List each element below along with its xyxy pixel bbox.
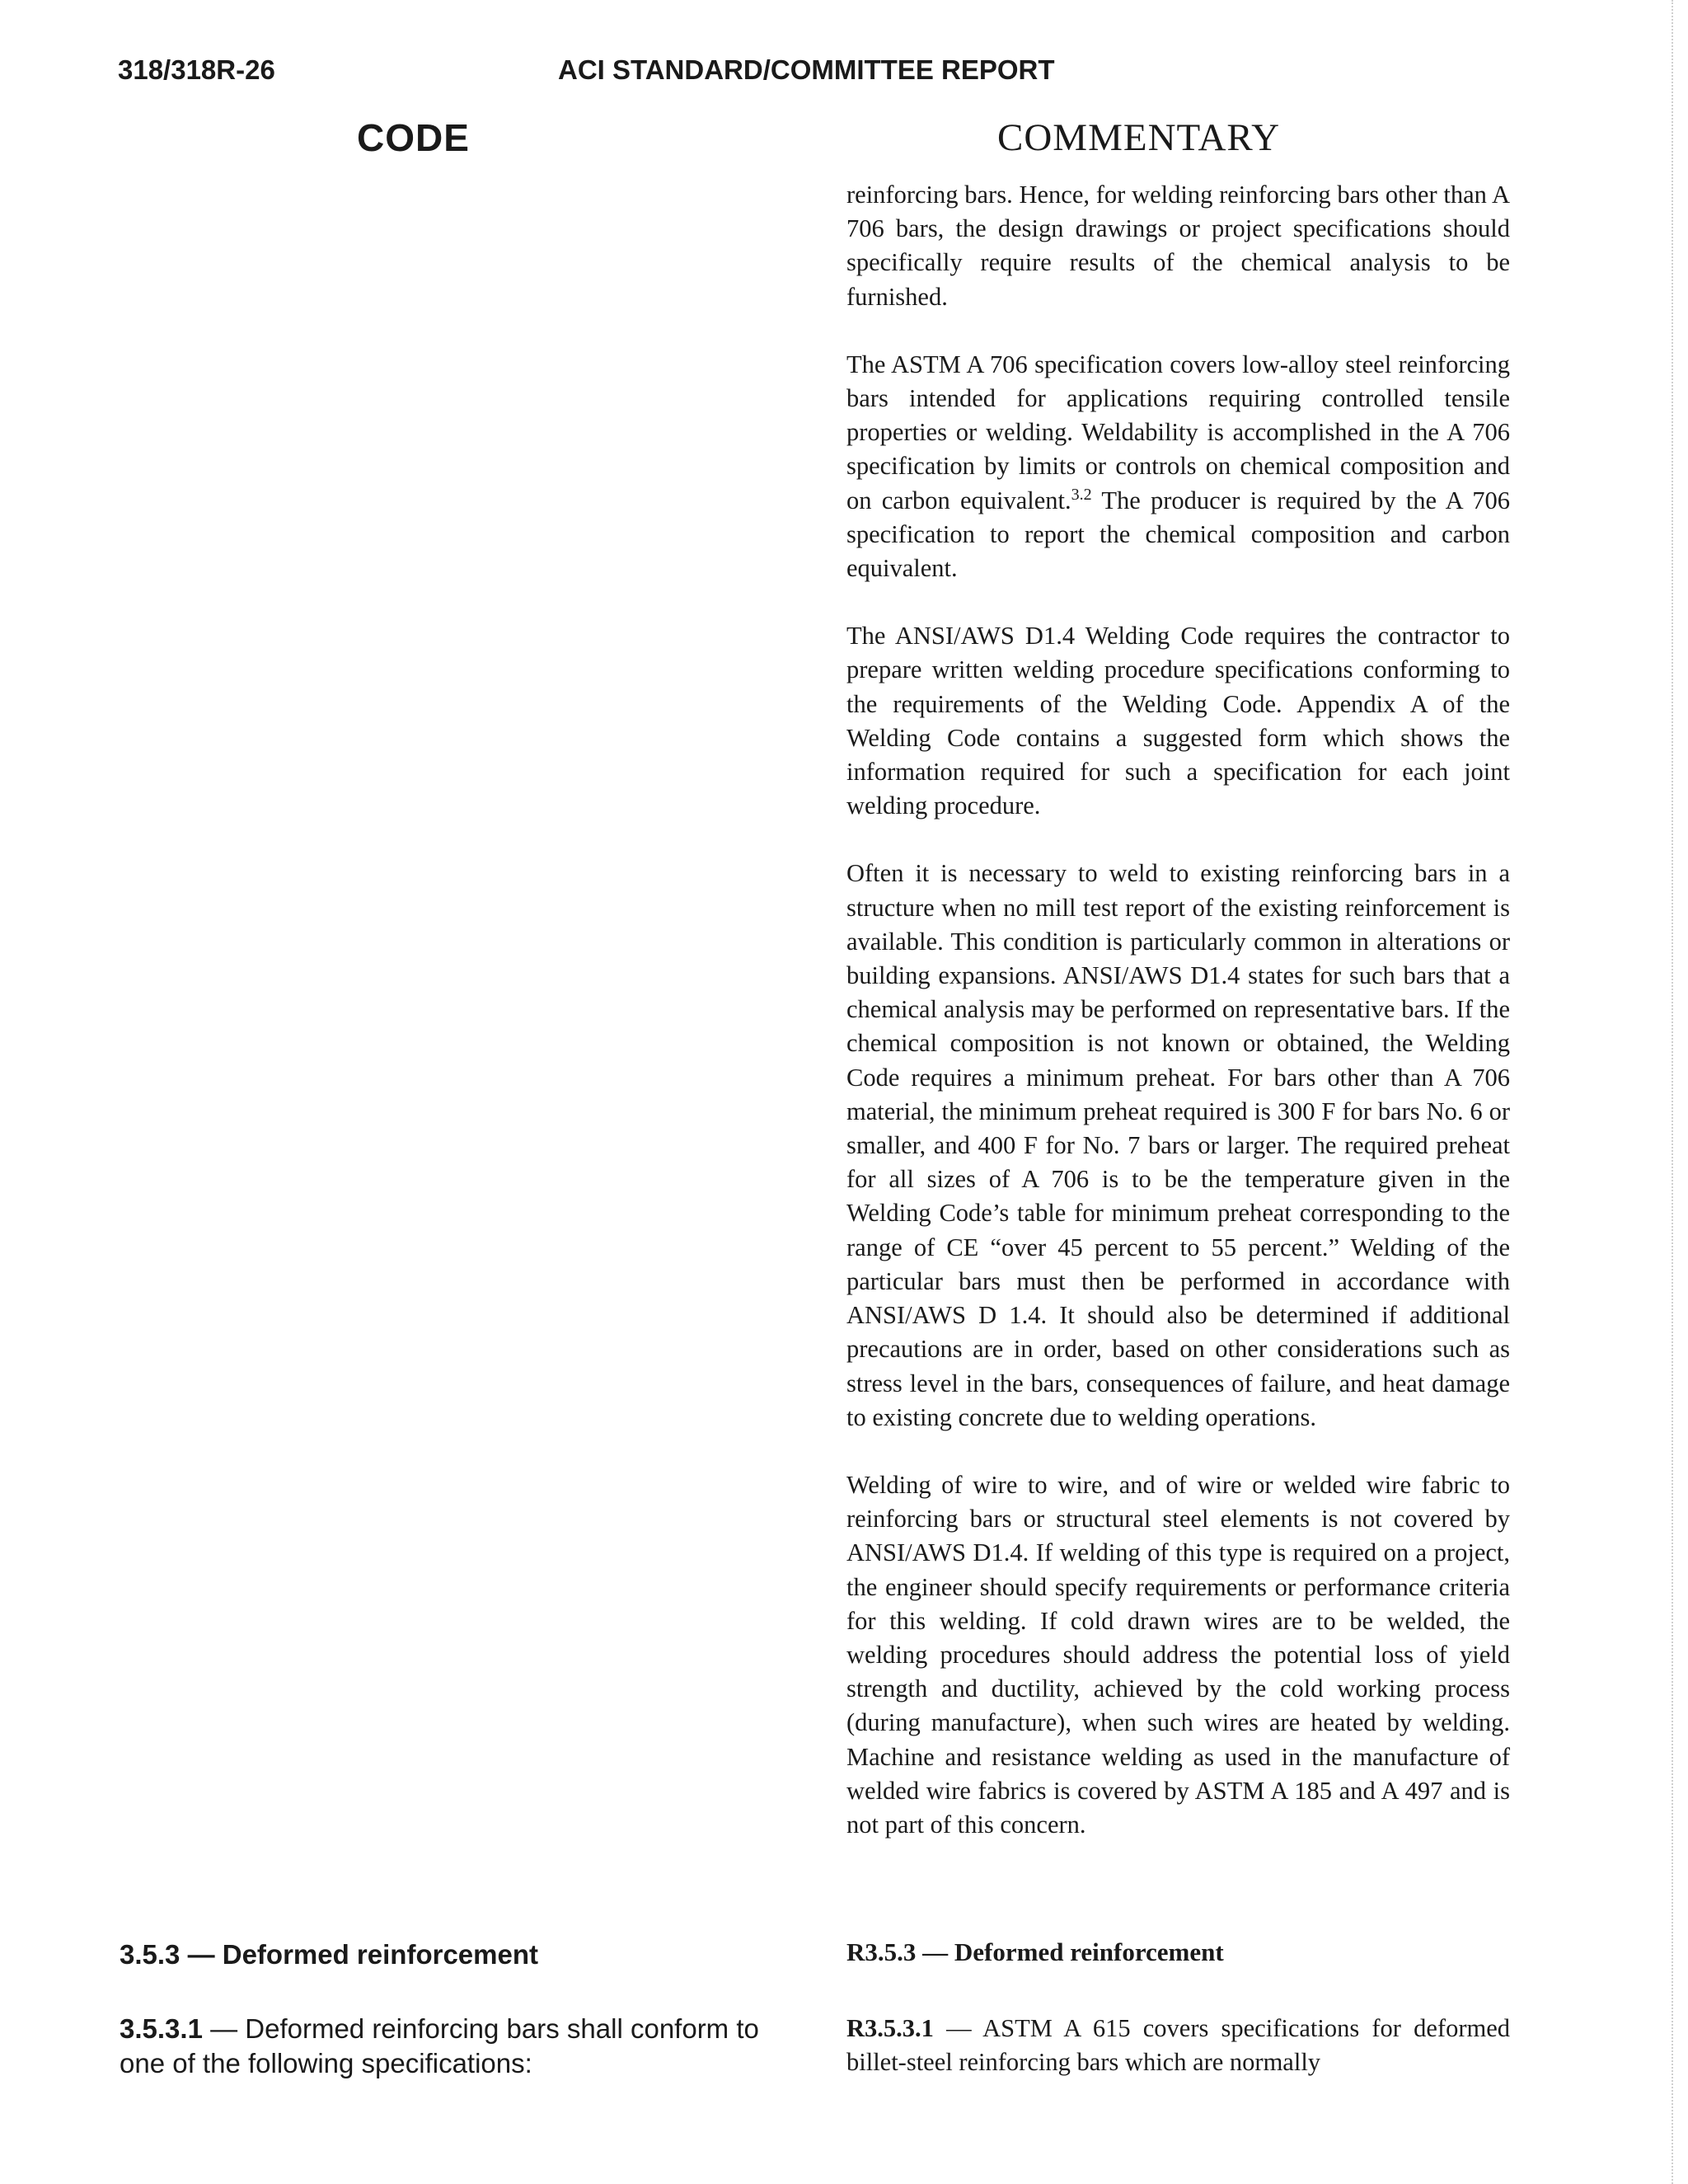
code-subsection-number: 3.5.3.1: [120, 2013, 203, 2044]
commentary-paragraph-text: The producer is required by the A 706 specification to report the chemical composition and carbon equivalent.: [846, 486, 1510, 583]
commentary-paragraph: Welding of wire to wire, and of wire or welded wire fabric to reinforcing bars or structural steel elements is not covered by ANSI/AWS D1.4. If welding of this type is required on a project, the engineer should specify requirements or performance criteria for this welding. If cold drawn wires are to be welded, the welding procedures should address the potential loss of yield strength and ductility, achieved by the cold working process (during manufacture), when such wires are heated by welding. Machine and resistance welding as used in the manufacture of welded wire fabrics is covered by ASTM A 185 and A 497 and is not part of this concern.: [846, 1470, 1510, 1839]
commentary-paragraph-text: The ASTM A 706 specification covers low-alloy steel reinforcing bars intended for applications requiring controlled tensile properties or welding. Weldability is accomplished in the A 706 specification by limits or controls on chemical composition and on carbon equivalent.: [846, 350, 1510, 514]
commentary-paragraph: [846, 348, 1510, 585]
commentary-subsection-text: — ASTM A 615 covers specifications for deformed billet-steel reinforcing bars which are normally: [846, 2014, 1510, 2077]
commentary-body: [846, 178, 1510, 1876]
code-section-heading: 3.5.3 — Deformed reinforcement: [120, 1939, 538, 1970]
commentary-section-heading: R3.5.3 — Deformed reinforcement: [846, 1937, 1224, 1966]
commentary-paragraph: Often it is necessary to weld to existing reinforcing bars in a structure when no mill test report of the existing reinforcement is available. This condition is particularly common in alterations or building expansions. ANSI/AWS D1.4 states for such bars that a chemical analysis may be performed on representative bars. If the chemical composition is not known or obtained, the Welding Code requires a minimum preheat. For bars other than A 706 material, the minimum preheat required is 300 F for bars No. 6 or smaller, and 400 F for No. 7 bars or larger. The required preheat for all sizes of A 706 is to be the temperature given in the Welding Code’s table for minimum preheat corresponding to the range of CE “over 45 percent to 55 percent.” Welding of the particular bars must then be performed in accordance with ANSI/AWS D 1.4. It should also be determined if additional precautions are in order, based on other considerations such as stress level in the bars, consequences of failure, and heat damage to existing concrete due to welding operations.: [846, 859, 1510, 1431]
report-title: ACI STANDARD/COMMITTEE REPORT: [558, 54, 1055, 85]
commentary-paragraph: The ANSI/AWS D1.4 Welding Code requires the contractor to prepare written welding procedure specifications conforming to the requirements of the Welding Code. Appendix A of the Welding Code contains a suggested form which shows the information required for such a specification for each joint welding procedure.: [846, 622, 1510, 820]
reference-superscript: 3.2: [1071, 485, 1092, 504]
commentary-subsection-number: R3.5.3.1: [846, 2014, 934, 2042]
running-header: [0, 54, 1688, 91]
code-subsection-text: — Deformed reinforcing bars shall conform to one of the following specifications:: [120, 2013, 759, 2078]
commentary-paragraph: reinforcing bars. Hence, for welding reinforcing bars other than A 706 bars, the design drawings or project specifications should specifically require results of the chemical analysis to be furnished.: [846, 181, 1510, 311]
page-edge-marker: [1672, 0, 1673, 2184]
code-subsection-paragraph: [120, 2012, 783, 2081]
page-number: 318/318R-26: [118, 54, 275, 85]
commentary-column-heading: COMMENTARY: [997, 116, 1281, 159]
commentary-subsection-paragraph: [846, 2012, 1510, 2079]
code-column-heading: CODE: [357, 116, 470, 159]
